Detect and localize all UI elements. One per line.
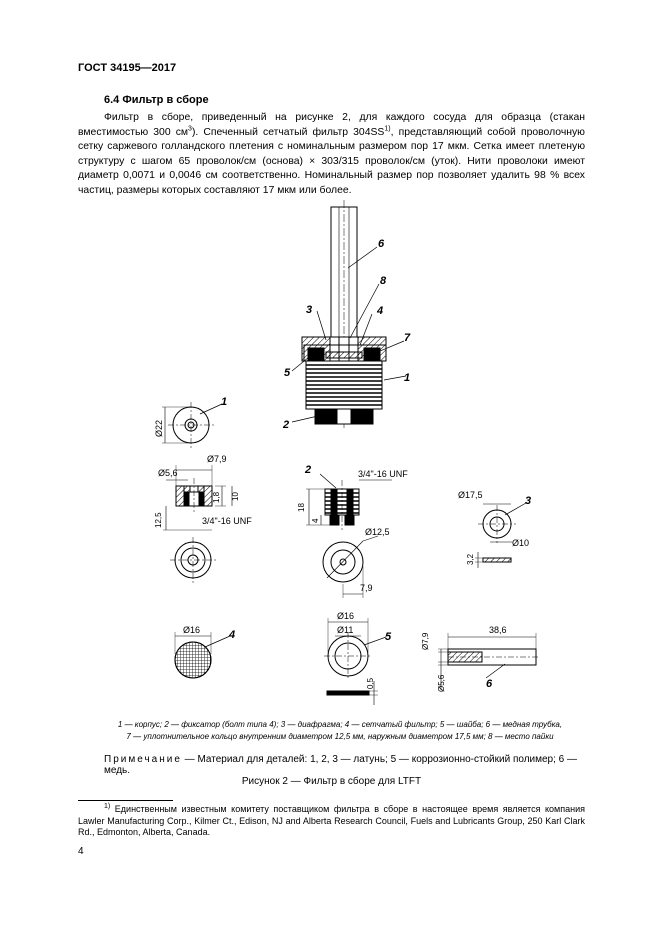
dim-d78: Ø7,9 — [207, 454, 227, 464]
assembly-main-view — [302, 200, 386, 428]
footnote-text: Единственным известным комитету поставщиком фильтра в сборе в настоящее время является компания Lawler Manufacturing Corp., Kilmer Ct., Edison, NJ and Alberta Research Council, Fuels and Lubricants Group, 250 Karl Clark Rd., Edmonton, Alberta, Canada. — [78, 804, 585, 837]
footnote-mark: 1) — [104, 803, 111, 810]
thread-label-1: 3/4"-16 UNF — [202, 516, 252, 526]
dim-h18a: 1,8 — [212, 491, 221, 503]
para-sup2: 1) — [384, 125, 391, 133]
dim-d125: Ø12,5 — [365, 527, 390, 537]
callout-6-main: 6 — [378, 238, 385, 250]
part-4-view — [175, 632, 230, 678]
callout-7-main: 7 — [404, 332, 411, 344]
dim-d56: Ø5,6 — [158, 468, 178, 478]
dim-d11: Ø11 — [337, 625, 354, 635]
dim-h4: 4 — [311, 518, 320, 523]
legend-line-1: 1 — корпус; 2 — фиксатор (болт типа 4); 3 — диафрагма; 4 — сетчатый фильтр; 5 — шайба; 6 — медная трубка, — [117, 720, 563, 729]
para-sup1: 3 — [188, 125, 192, 133]
note-text: — Материал для деталей: 1, 2, 3 — латунь; 5 — коррозионно-стойкий полимер; 6 — медь. — [104, 754, 578, 776]
figure-caption: Рисунок 2 — Фильтр в сборе для LTFT — [241, 776, 422, 787]
callout-8-main: 8 — [380, 275, 387, 287]
dim-d10: Ø10 — [512, 538, 530, 548]
callout-6-part: 6 — [486, 678, 493, 690]
page-number: 4 — [78, 846, 84, 857]
figure-note — [104, 754, 584, 776]
footnote — [78, 804, 585, 839]
callout-5-main: 5 — [284, 367, 291, 379]
dim-d175: Ø17,5 — [458, 490, 483, 500]
dim-h05: 0,5 — [366, 677, 375, 689]
legend-line-2: 7 — уплотнительное кольцо внутренним диаметром 12,5 мм, наружным диаметром 17,5 мм; 8 — место пайки — [126, 732, 554, 741]
part-3-views — [475, 503, 526, 568]
dim-h10: 10 — [231, 492, 240, 501]
standard-header: ГОСТ 34195—2017 — [78, 62, 177, 74]
dim-d16b: Ø16 — [337, 611, 355, 621]
part-5-views — [324, 618, 386, 705]
note-label: Примечание — [104, 754, 182, 765]
part-1-views — [162, 402, 232, 583]
callout-2-part: 2 — [305, 464, 312, 476]
dim-d79v: Ø7,9 — [421, 632, 430, 650]
dim-w79: 7,9 — [360, 583, 373, 593]
thread-label-2: 3/4"-16 UNF — [358, 469, 408, 479]
callout-4-part: 4 — [229, 629, 236, 641]
callout-2-main: 2 — [283, 419, 290, 431]
callout-3-part: 3 — [525, 495, 532, 507]
callout-4-main: 4 — [377, 305, 384, 317]
callout-5-part: 5 — [385, 631, 392, 643]
dim-h32: 3,2 — [466, 553, 475, 565]
dim-h18b: 18 — [297, 503, 306, 512]
dim-d22: Ø22 — [154, 419, 164, 437]
dim-l386: 38,6 — [489, 625, 507, 635]
para-part2: ). Спеченный сетчатый фильтр 304SS — [191, 126, 385, 138]
dim-d16a: Ø16 — [183, 625, 201, 635]
dim-d56b: Ø5,6 — [437, 674, 446, 692]
callout-1-part: 1 — [221, 396, 228, 408]
callout-1-main: 1 — [404, 372, 411, 384]
callout-3-main: 3 — [306, 304, 313, 316]
figure-legend — [95, 719, 585, 743]
footnote-divider — [78, 800, 173, 801]
dim-h125: 12,5 — [154, 512, 163, 528]
section-title: 6.4 Фильтр в сборе — [104, 94, 209, 106]
para-part1: Фильтр в сборе, приведенный на рисунке 2, для каждого сосуда для образца (стакан вместимостью 300 см — [78, 112, 585, 138]
para-part3: , представляющий собой проволочную сетку саржевого голландского плетения с номинальным размером пор 17 мкм. Сетка имеет плетеную структуру с шагом 65 проволок/см (основа) × 303/315 проволок/см (уток). Нити проволоки имеют диаметр 0,0071 и 0,0046 см соответственно. Номинальный размер пор позволяет удалить 98 % всех частиц, размеры которых составляют 17 мкм или более. — [78, 126, 585, 196]
